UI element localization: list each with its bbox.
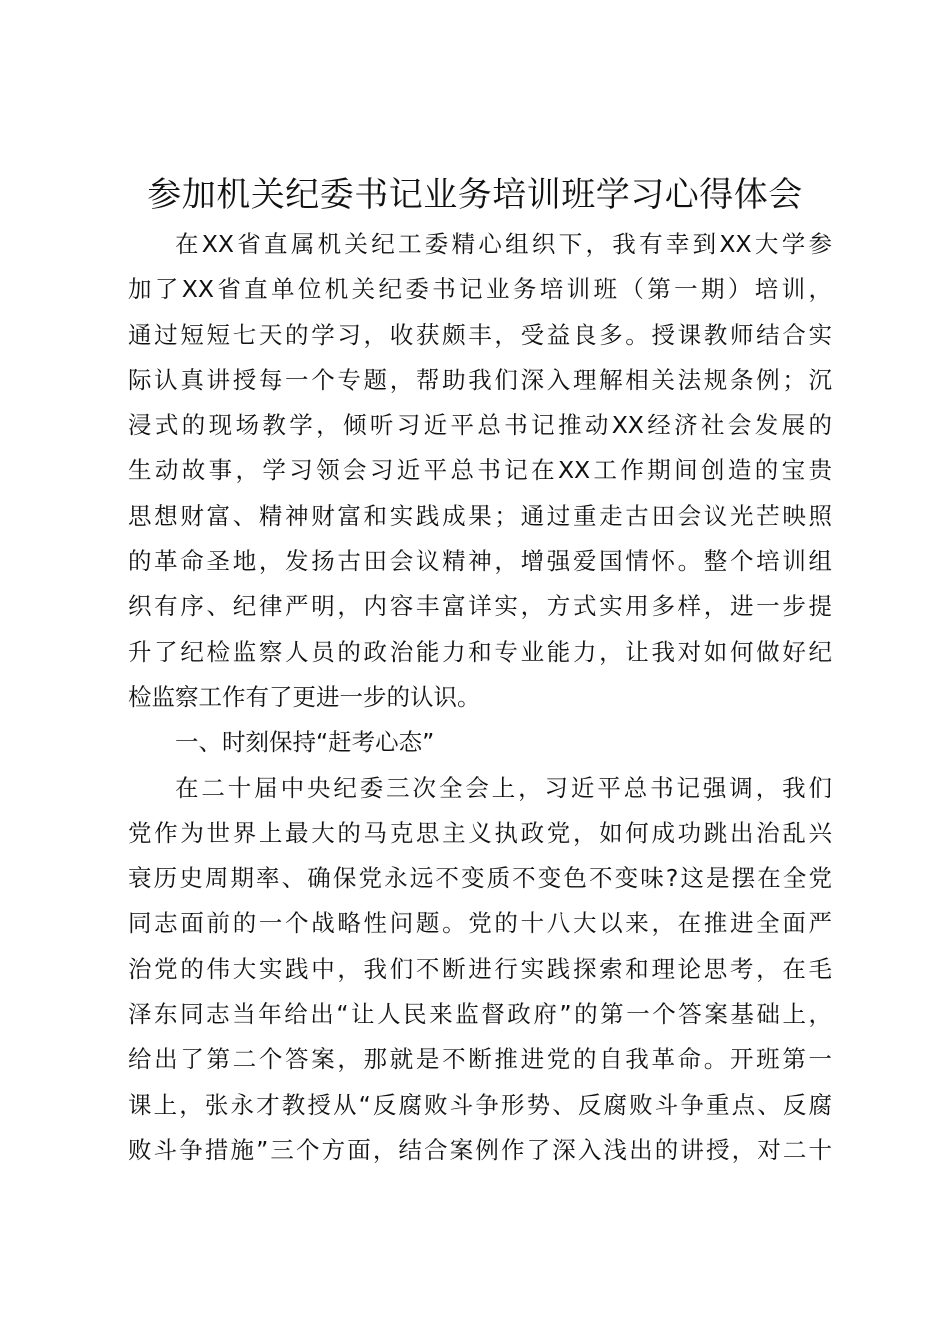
paragraph-line: 课上，张永才教授从“反腐败斗争形势、反腐败斗争重点、反腐 — [128, 1090, 832, 1119]
paragraph-line: 生动故事，学习领会习近平总书记在XX工作期间创造的宝贵 — [128, 456, 832, 485]
paragraph-line: 通过短短七天的学习，收获颇丰，受益良多。授课教师结合实 — [128, 320, 832, 349]
paragraph-line: 检监察工作有了更进一步的认识。 — [128, 682, 481, 711]
paragraph-line: 在二十届中央纪委三次全会上，习近平总书记强调，我们 — [175, 773, 832, 802]
paragraph-line: 的革命圣地，发扬古田会议精神，增强爱国情怀。整个培训组 — [128, 547, 832, 576]
paragraph-line: 泽东同志当年给出“让人民来监督政府”的第一个答案基础上， — [128, 1000, 832, 1029]
paragraph-line: 升了纪检监察人员的政治能力和专业能力，让我对如何做好纪 — [128, 637, 832, 666]
paragraph-line: 浸式的现场教学，倾听习近平总书记推动XX经济社会发展的 — [128, 411, 832, 440]
paragraph-line: 加了XX省直单位机关纪委书记业务培训班（第一期）培训， — [128, 275, 832, 304]
document-body — [128, 222, 832, 1173]
paragraph-line: 衰历史周期率、确保党永远不变质不变色不变味?这是摆在全党 — [128, 864, 832, 893]
document-title: 参加机关纪委书记业务培训班学习心得体会 — [147, 175, 803, 215]
paragraph-line: 给出了第二个答案，那就是不断推进党的自我革命。开班第一 — [128, 1045, 832, 1074]
section-heading: 一、时刻保持“赶考心态” — [175, 728, 435, 757]
paragraph-line: 治党的伟大实践中，我们不断进行实践探索和理论思考，在毛 — [128, 954, 832, 983]
paragraph-line: 同志面前的一个战略性问题。党的十八大以来，在推进全面严 — [128, 909, 832, 938]
paragraph-line: 思想财富、精神财富和实践成果；通过重走古田会议光芒映照 — [128, 501, 832, 530]
paragraph-line: 织有序、纪律严明，内容丰富详实，方式实用多样，进一步提 — [128, 592, 832, 621]
paragraph-line: 党作为世界上最大的马克思主义执政党，如何成功跳出治乱兴 — [128, 818, 832, 847]
paragraph-line: 际认真讲授每一个专题，帮助我们深入理解相关法规条例；沉 — [128, 365, 832, 394]
paragraph-line: 败斗争措施”三个方面，结合案例作了深入浅出的讲授，对二十 — [128, 1135, 832, 1164]
paragraph-line: 在XX省直属机关纪工委精心组织下，我有幸到XX大学参 — [175, 230, 832, 258]
